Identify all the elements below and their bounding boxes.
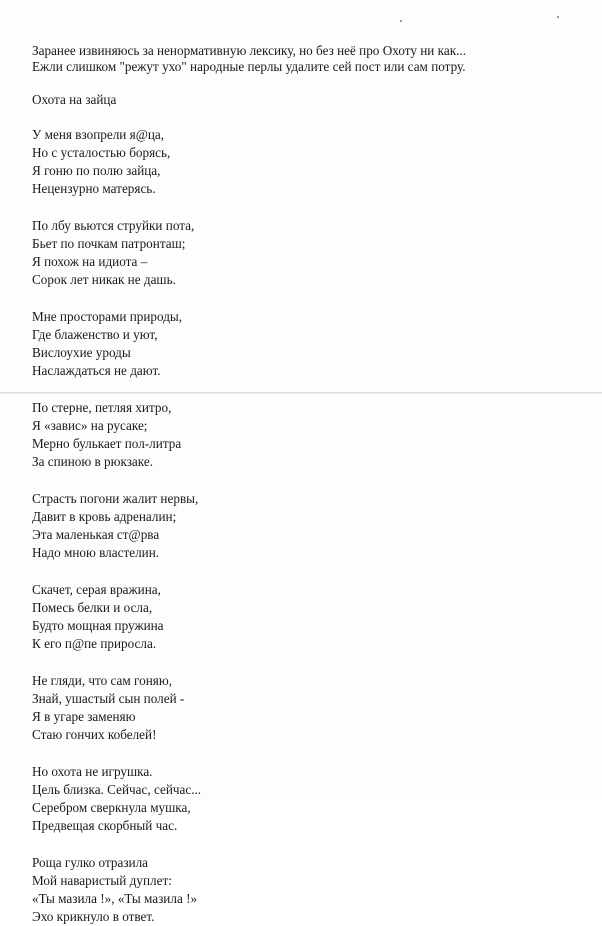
stanza <box>32 217 592 289</box>
poem-line: Помесь белки и осла, <box>32 600 153 615</box>
poem-line: Вислоухие уроды <box>32 345 131 360</box>
poem-line: У меня взопрели я@ца, <box>32 127 165 142</box>
intro-line: Ежли слишком "режут ухо" народные перлы удалите сей пост или сам потру. <box>32 59 466 74</box>
stanza <box>32 854 592 926</box>
poem-line: Я «завис» на русаке; <box>32 418 148 433</box>
poem-line: Но охота не игрушка. <box>32 764 153 779</box>
poem-line: Эхо крикнуло в ответ. <box>32 909 155 924</box>
poem-line: Мой наваристый дуплет: <box>32 873 172 888</box>
stanza <box>32 581 592 653</box>
poem-line: Эта маленькая ст@рва <box>32 527 160 542</box>
poem-line: Страсть погони жалит нервы, <box>32 491 199 506</box>
stanza <box>32 763 592 835</box>
scan-speck <box>400 20 402 22</box>
document-text <box>32 43 592 926</box>
poem-line: Бьет по почкам патронташ; <box>32 236 186 251</box>
poem-line: Где блаженство и уют, <box>32 327 158 342</box>
poem-line: По стерне, петляя хитро, <box>32 400 172 415</box>
stanza <box>32 308 592 380</box>
stanza <box>32 399 592 471</box>
stanza <box>32 672 592 744</box>
poem-line: К его п@пе приросла. <box>32 636 157 651</box>
poem-line: Серебром сверкнула мушка, <box>32 800 191 815</box>
poem-title: Охота на зайца <box>32 92 117 107</box>
scan-speck <box>557 16 559 18</box>
poem-line: Нецензурно матерясь. <box>32 181 156 196</box>
poem-line: Знай, ушастый сын полей - <box>32 691 185 706</box>
poem-line: Скачет, серая вражина, <box>32 582 161 597</box>
poem-line: «Ты мазила !», «Ты мазила !» <box>32 891 198 906</box>
intro-line: Заранее извиняюсь за ненормативную лексику, но без неё про Охоту ни как... <box>32 43 466 58</box>
poem-line: Давит в кровь адреналин; <box>32 509 177 524</box>
poem-line: Цель близка. Сейчас, сейчас... <box>32 782 202 797</box>
poem-line: По лбу вьются струйки пота, <box>32 218 195 233</box>
poem-line: За спиною в рюкзаке. <box>32 454 154 469</box>
poem-line: Роща гулко отразила <box>32 855 149 870</box>
stanza <box>32 126 592 198</box>
poem-line: Я в угаре заменяю <box>32 709 136 724</box>
poem-line: Не гляди, что сам гоняю, <box>32 673 172 688</box>
poem-line: Надо мною властелин. <box>32 545 160 560</box>
poem-line: Будто мощная пружина <box>32 618 164 633</box>
poem-line: Я гоню по полю зайца, <box>32 163 161 178</box>
poem-line: Я похож на идиота – <box>32 254 148 269</box>
poem-line: Наслаждаться не дают. <box>32 363 161 378</box>
stanza <box>32 490 592 562</box>
poem-line: Мне просторами природы, <box>32 309 183 324</box>
poem-line: Стаю гончих кобелей! <box>32 727 157 742</box>
poem-line: Предвещая скорбный час. <box>32 818 178 833</box>
poem-line: Мерно булькает пол-литра <box>32 436 182 451</box>
poem-line: Сорок лет никак не дашь. <box>32 272 176 287</box>
poem-line: Но с усталостью борясь, <box>32 145 171 160</box>
